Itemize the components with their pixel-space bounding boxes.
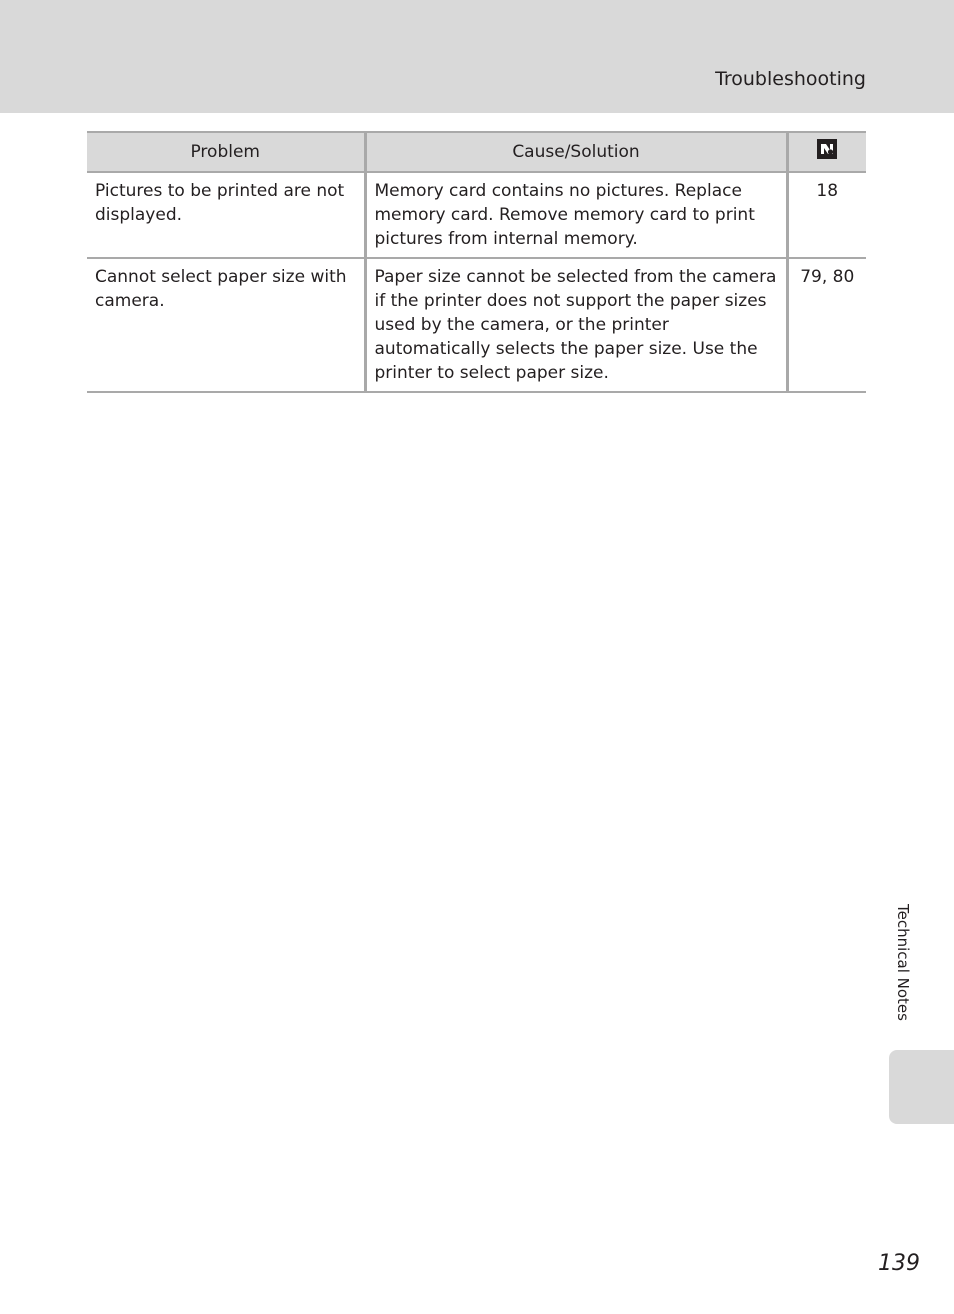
- troubleshooting-table: [87, 131, 866, 393]
- section-title: Troubleshooting: [715, 68, 866, 90]
- side-section-label: Technical Notes: [894, 904, 912, 1021]
- page-reference-icon: [817, 139, 837, 166]
- page-reference-cell: 18: [787, 172, 866, 258]
- problem-cell: Pictures to be printed are not displayed.: [87, 172, 365, 258]
- page-number: 139: [878, 1251, 920, 1276]
- table-header-row: [87, 132, 866, 172]
- column-header-problem: Problem: [87, 132, 365, 172]
- column-header-reference: [787, 132, 866, 172]
- header-band: [0, 0, 954, 113]
- column-header-cause-solution: Cause/Solution: [365, 132, 787, 172]
- table-row: [87, 258, 866, 392]
- cause-solution-cell: Paper size cannot be selected from the camera if the printer does not support the paper sizes used by the camera, or the printer automatically selects the paper size. Use the printer to select paper size.: [365, 258, 787, 392]
- table-row: [87, 172, 866, 258]
- cause-solution-cell: Memory card contains no pictures. Replace memory card. Remove memory card to print pictures from internal memory.: [365, 172, 787, 258]
- problem-cell: Cannot select paper size with camera.: [87, 258, 365, 392]
- page-reference-cell: 79, 80: [787, 258, 866, 392]
- section-thumb-tab: [889, 1050, 954, 1124]
